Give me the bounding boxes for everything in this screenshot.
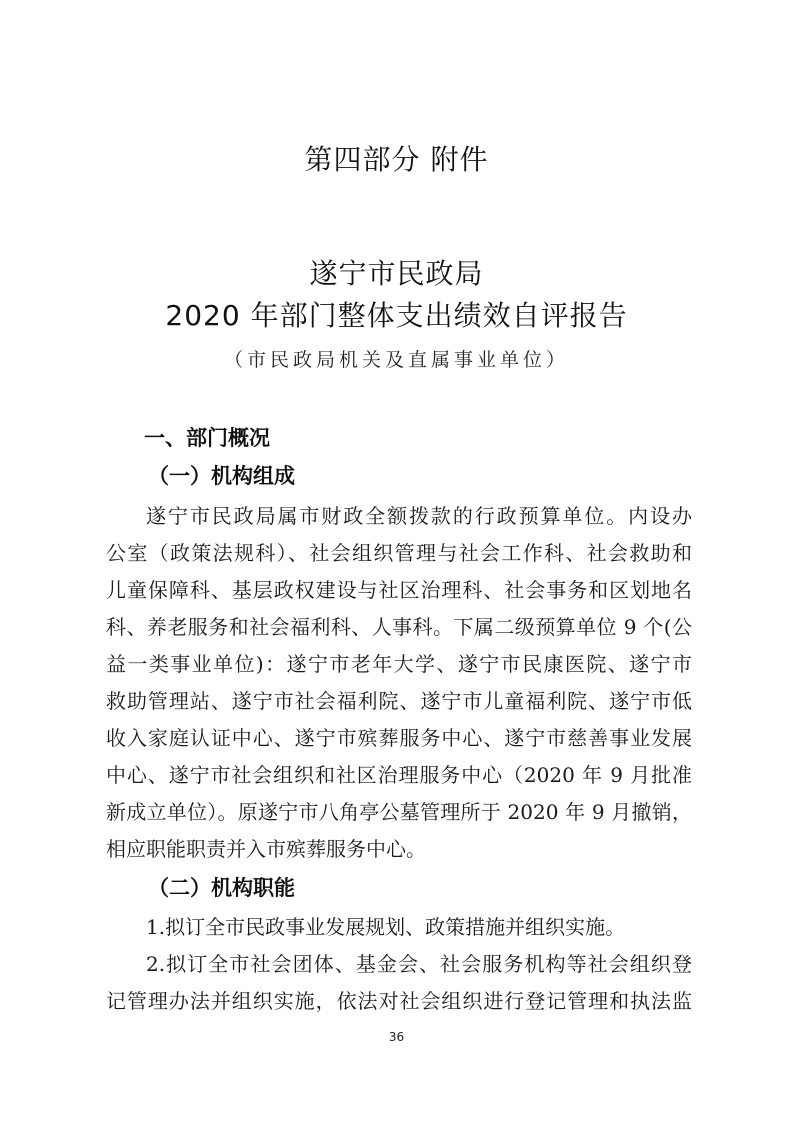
subsection-heading-functions: （二）机构职能 xyxy=(148,876,295,900)
paragraph-line: 公室（政策法规科）、社会组织管理与社会工作科、社会救助和 xyxy=(106,541,692,565)
paragraph-line: 新成立单位）。原遂宁市八角亭公墓管理所于 2020 年 9 月撤销， xyxy=(106,800,692,824)
paragraph-line: 儿童保障科、基层政权建设与社区治理科、社会事务和区划地名 xyxy=(106,578,692,602)
paragraph-line: 2.拟订全市社会团体、基金会、社会服务机构等社会组织登 xyxy=(146,952,692,976)
paragraph-line: 遂宁市民政局属市财政全额拨款的行政预算单位。内设办 xyxy=(146,504,692,528)
section-heading-overview: 一、部门概况 xyxy=(144,426,270,450)
paragraph-line: 科、养老服务和社会福利科、人事科。下属二级预算单位 9 个(公 xyxy=(106,615,692,639)
report-subtitle: （市民政局机关及直属事业单位） xyxy=(223,349,569,371)
paragraph-line: 收入家庭认证中心、遂宁市殡葬服务中心、遂宁市慈善事业发展 xyxy=(106,726,692,750)
subsection-heading-composition: （一）机构组成 xyxy=(148,464,295,488)
paragraph-line: 救助管理站、遂宁市社会福利院、遂宁市儿童福利院、遂宁市低 xyxy=(106,689,692,713)
paragraph-line: 记管理办法并组织实施，依法对社会组织进行登记管理和执法监 xyxy=(106,989,692,1013)
report-org-title: 遂宁市民政局 xyxy=(309,257,484,290)
report-title: 2020 年部门整体支出绩效自评报告 xyxy=(165,299,628,332)
paragraph-line: 中心、遂宁市社会组织和社区治理服务中心（2020 年 9 月批准 xyxy=(106,763,692,787)
paragraph-line: 1.拟订全市民政事业发展规划、政策措施并组织实施。 xyxy=(146,915,626,939)
paragraph-line: 益一类事业单位)：遂宁市老年大学、遂宁市民康医院、遂宁市 xyxy=(106,652,692,676)
paragraph-line: 相应职能职责并入市殡葬服务中心。 xyxy=(106,837,426,861)
part-title: 第四部分 附件 xyxy=(304,143,489,176)
page-number: 36 xyxy=(388,1030,405,1044)
